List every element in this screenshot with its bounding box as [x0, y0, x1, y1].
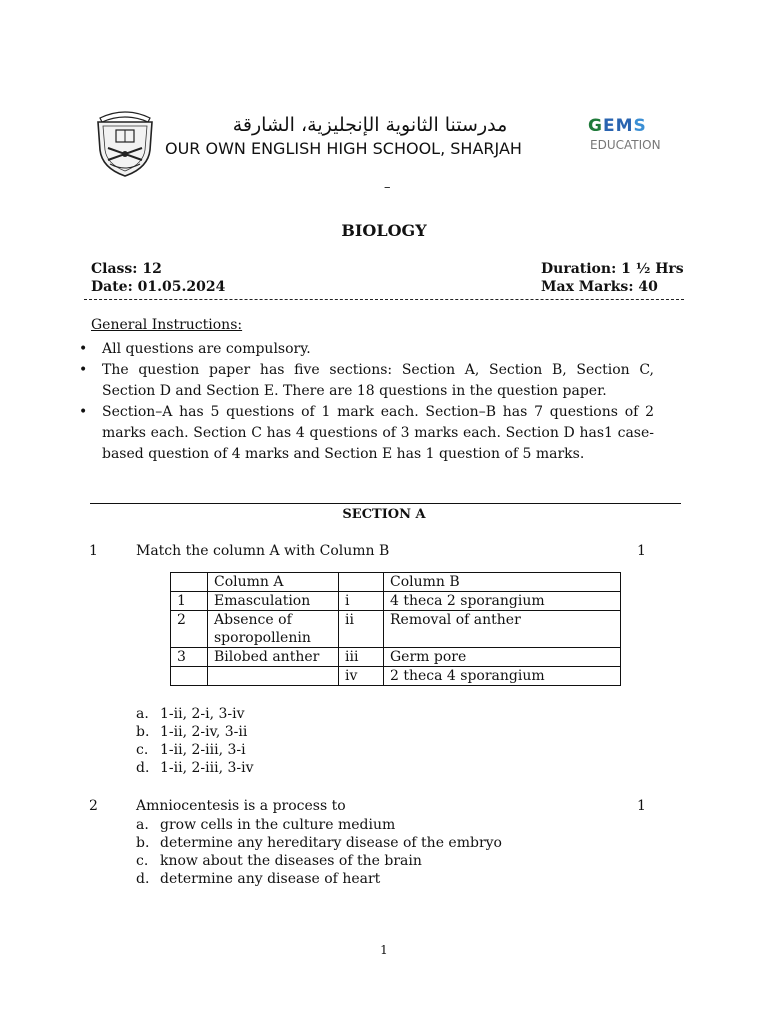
instruction-item: • The question paper has five sections: Section A, Section B, Section C, Section D and Section E. There are 18 questions in the question paper. — [79, 360, 654, 402]
match-table — [170, 572, 621, 686]
option-text: grow cells in the culture medium — [160, 817, 396, 833]
option-item — [136, 816, 502, 834]
option-item — [136, 834, 502, 852]
instructions-list — [79, 339, 654, 465]
header-dash: – — [384, 180, 391, 195]
option-item — [136, 705, 254, 723]
option-label: d. — [136, 760, 150, 776]
question-number: 1 — [89, 543, 98, 559]
exam-max-marks: Max Marks: 40 — [541, 279, 658, 295]
option-label: b. — [136, 724, 150, 740]
table-cell: iii — [339, 648, 384, 667]
option-text: determine any hereditary disease of the embryo — [160, 835, 502, 851]
question-text: Amniocentesis is a process to — [136, 798, 346, 814]
table-cell — [171, 667, 208, 686]
instruction-item: • Section–A has 5 questions of 1 mark each. Section–B has 7 questions of 2 marks each. Section C has 4 questions of 3 marks each. Section D has1 case-based question of 4 marks and Section E has 1 question of 5 marks. — [79, 402, 654, 465]
gems-letter: G — [588, 116, 603, 136]
question-marks: 1 — [637, 543, 646, 559]
table-cell: 4 theca 2 sporangium — [384, 592, 621, 611]
option-text: determine any disease of heart — [160, 871, 381, 887]
option-label: b. — [136, 835, 150, 851]
table-row — [171, 667, 621, 686]
table-cell: i — [339, 592, 384, 611]
gems-letter: S — [633, 116, 647, 136]
section-title: SECTION A — [342, 507, 426, 522]
table-cell — [171, 573, 208, 592]
option-label: d. — [136, 871, 150, 887]
question-text: Match the column A with Column B — [136, 543, 390, 559]
option-text: know about the diseases of the brain — [160, 853, 422, 869]
gems-letter: E — [602, 116, 616, 136]
table-cell: 1 — [171, 592, 208, 611]
gems-education-label: EDUCATION — [590, 138, 661, 152]
table-header-row — [171, 573, 621, 592]
table-cell: Germ pore — [384, 648, 621, 667]
gems-logo — [588, 116, 647, 136]
option-label: a. — [136, 706, 149, 722]
question-marks: 1 — [637, 798, 646, 814]
table-cell: Bilobed anther — [208, 648, 339, 667]
section-divider — [90, 503, 681, 504]
option-text: 1-ii, 2-iii, 3-iv — [160, 760, 254, 776]
school-crest-icon — [92, 108, 158, 178]
gems-letter: M — [615, 116, 634, 136]
header-separator — [84, 299, 684, 300]
option-item — [136, 723, 254, 741]
exam-date: Date: 01.05.2024 — [91, 279, 226, 295]
option-item — [136, 759, 254, 777]
option-label: a. — [136, 817, 149, 833]
table-cell: Removal of anther — [384, 611, 621, 648]
table-cell: 2 — [171, 611, 208, 648]
exam-subject: BIOLOGY — [341, 221, 427, 240]
page-number: 1 — [380, 943, 388, 957]
table-cell — [208, 667, 339, 686]
option-text: 1-ii, 2-i, 3-iv — [160, 706, 245, 722]
table-row — [171, 611, 621, 648]
table-cell — [339, 573, 384, 592]
option-item — [136, 741, 254, 759]
option-text: 1-ii, 2-iv, 3-ii — [160, 724, 248, 740]
q1-options — [136, 705, 254, 777]
instructions-title: General Instructions: — [91, 317, 243, 333]
exam-duration: Duration: 1 ½ Hrs — [541, 261, 684, 277]
table-cell: Absence of sporopollenin — [208, 611, 339, 648]
option-label: c. — [136, 742, 149, 758]
table-cell: 3 — [171, 648, 208, 667]
table-cell: iv — [339, 667, 384, 686]
table-cell: Column B — [384, 573, 621, 592]
option-item — [136, 852, 502, 870]
question-number: 2 — [89, 798, 98, 814]
option-text: 1-ii, 2-iii, 3-i — [160, 742, 246, 758]
school-name: OUR OWN ENGLISH HIGH SCHOOL, SHARJAH — [165, 139, 522, 158]
option-item — [136, 870, 502, 888]
table-cell: Emasculation — [208, 592, 339, 611]
option-label: c. — [136, 853, 149, 869]
table-cell: ii — [339, 611, 384, 648]
table-row — [171, 592, 621, 611]
q2-options — [136, 816, 502, 888]
table-cell: 2 theca 4 sporangium — [384, 667, 621, 686]
exam-class: Class: 12 — [91, 261, 162, 277]
table-row — [171, 648, 621, 667]
instruction-item: • All questions are compulsory. — [79, 339, 654, 360]
table-cell: Column A — [208, 573, 339, 592]
school-name-arabic: مدرستنا الثانوية الإنجليزية، الشارقة — [232, 114, 508, 136]
